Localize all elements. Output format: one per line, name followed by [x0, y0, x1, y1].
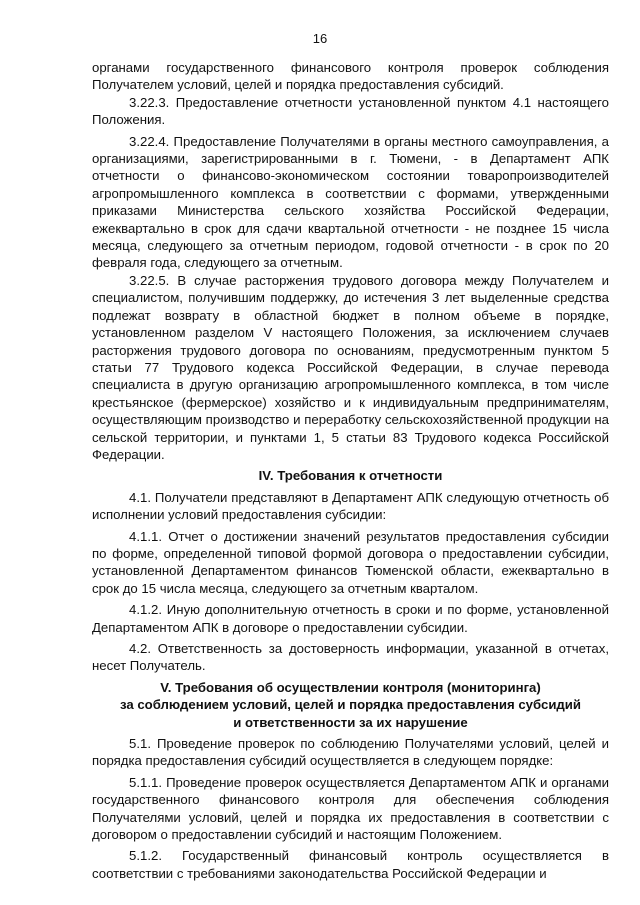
- section-4-title: IV. Требования к отчетности: [258, 468, 443, 484]
- document-body: [92, 59, 609, 882]
- paragraph-4-2: 4.2. Ответственность за достоверность информации, указанной в отчетах, несет Получатель.: [92, 641, 609, 674]
- section-5-title-line-2: за соблюдением условий, целей и порядка предоставления субсидий: [119, 697, 582, 713]
- paragraph-continuation: органами государственного финансового контроля проверок соблюдения Получателем условий, целей и порядка предоставления субсидий.: [92, 60, 609, 93]
- paragraph-5-1-1: 5.1.1. Проведение проверок осуществляется Департаментом АПК и органами государственного финансового контроля для обеспечения соблюдения Получателями условий, целей и порядка их предоставления в соответствии с договором о предоставлении субсидий и настоящим Положением.: [92, 774, 609, 843]
- section-4-heading: [92, 467, 609, 484]
- paragraph-4-1-2: 4.1.2. Иную дополнительную отчетность в сроки и по форме, установленной Департаментом АПК в договоре о предоставлении субсидии.: [92, 602, 609, 635]
- paragraph-5-1: 5.1. Проведение проверок по соблюдению Получателями условий, целей и порядка предоставления субсидий осуществляется в следующем порядке:: [92, 736, 609, 769]
- section-5-title-line-1: V. Требования об осуществлении контроля (мониторинга): [160, 679, 541, 695]
- paragraph-4-1: 4.1. Получатели представляют в Департамент АПК следующую отчетность об исполнении условий предоставления субсидии:: [92, 489, 609, 523]
- section-5-title-line-3: и ответственности за их нарушение: [233, 714, 468, 730]
- paragraph-5-1-2: 5.1.2. Государственный финансовый контроль осуществляется в соответствии с требованиями законодательства Российской Федерации и: [92, 848, 609, 881]
- section-5-heading: [92, 679, 609, 731]
- paragraph-3-22-5: 3.22.5. В случае расторжения трудового договора между Получателем и специалистом, получившим поддержку, до истечения 3 лет выделенные средства подлежат возврату в областной бюджет в полном объеме в порядке, установленном разделом V настоящего Положения, за исключением случаев расторжения трудового договора по основаниям, предусмотренным пунктом 5 статьи 77 Трудового кодекса Российской Федерации, в случае перевода специалиста в другую организацию агропромышленного комплекса, в том числе крестьянское (фермерское) хозяйство и к индивидуальным предпринимателям, осуществляющим производство и переработку сельскохозяйственной продукции на сельской территории, и пунктами 1, 5 статьи 83 Трудового кодекса Российской Федерации.: [92, 272, 609, 462]
- page-number: 16: [312, 31, 328, 46]
- paragraph-4-1-1: 4.1.1. Отчет о достижении значений результатов предоставления субсидии по форме, определенной типовой формой договора о предоставлении субсидии, установленной Департаментом финансов Тюменской области, ежеквартально в срок до 15 числа месяца, следующего за отчетным кварталом.: [92, 528, 609, 596]
- paragraph-3-22-4: 3.22.4. Предоставление Получателями в органы местного самоуправления, а организациями, зарегистрированными в г. Тюмени, - в Департамент АПК отчетности о финансово-экономическом состоянии товаропроизводителей агропромышленного комплекса в соответствии с формами, утвержденными приказами Министерства сельского хозяйства Российской Федерации, ежеквартально в срок для сдачи квартальной отчетности - не позднее 15 числа месяца, следующего за отчетным периодом, годовой отчетности - в срок по 20 февраля года, следующего за отчетным.: [92, 133, 609, 271]
- paragraph-3-22-3: 3.22.3. Предоставление отчетности установленной пунктом 4.1 настоящего Положения.: [92, 94, 609, 128]
